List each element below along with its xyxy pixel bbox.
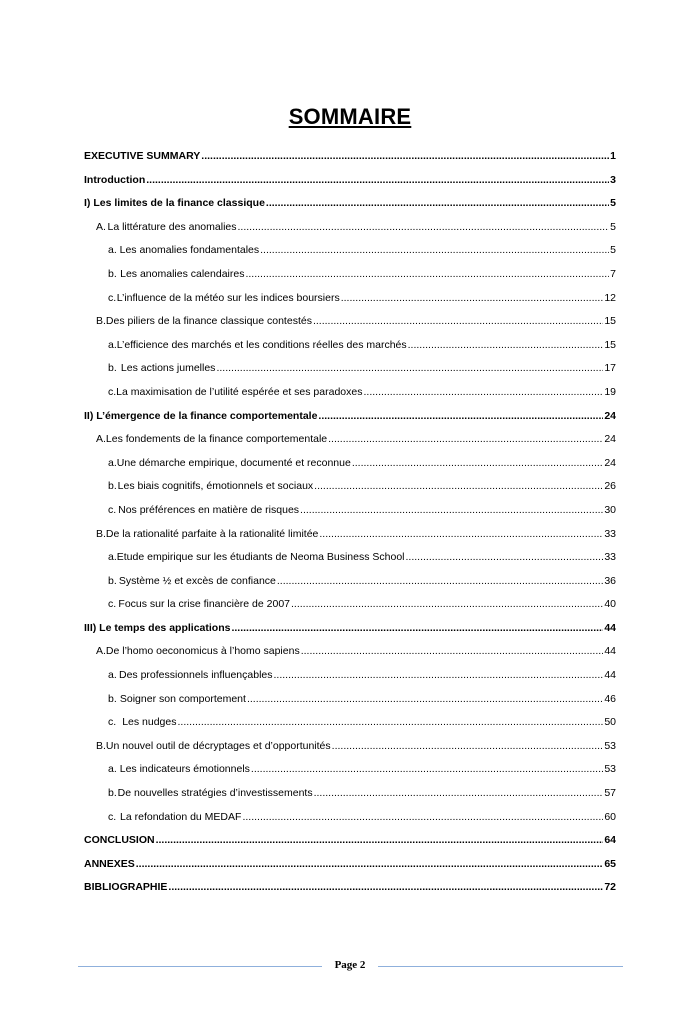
toc-entry-marker: b.: [108, 574, 117, 587]
toc-leader-dots: [363, 384, 603, 400]
toc-leader-dots: [177, 714, 603, 730]
toc-entry-label: Soigner son comportement: [119, 692, 246, 705]
toc-leader-dots: [319, 526, 603, 542]
toc-leader-dots: [201, 148, 609, 164]
toc-entry[interactable]: [84, 146, 616, 170]
toc-entry[interactable]: [84, 736, 616, 760]
toc-leader-dots: [406, 549, 604, 565]
toc-entry-page: 5: [610, 197, 616, 210]
toc-entry[interactable]: [84, 665, 616, 689]
toc-entry-label: CONCLUSION: [84, 834, 155, 847]
toc-entry-page: 30: [604, 503, 616, 516]
toc-leader-dots: [238, 219, 610, 235]
toc-entry-label: Des piliers de la finance classique contestés: [105, 315, 312, 328]
toc-leader-dots: [260, 242, 609, 258]
toc-entry-page: 64: [604, 834, 616, 847]
toc-entry-marker: b.: [108, 267, 117, 280]
toc-entry[interactable]: [84, 382, 616, 406]
toc-leader-dots: [216, 360, 603, 376]
toc-leader-dots: [266, 195, 609, 211]
toc-leader-dots: [341, 290, 604, 306]
toc-entry[interactable]: [84, 830, 616, 854]
toc-leader-dots: [245, 266, 609, 282]
toc-entry-page: 26: [604, 480, 616, 493]
toc-entry-label: Les fondements de la finance comportementale: [105, 433, 328, 446]
toc-leader-dots: [314, 785, 604, 801]
toc-entry[interactable]: [84, 689, 616, 713]
toc-entry-page: 53: [604, 739, 616, 752]
toc-leader-dots: [318, 408, 603, 424]
toc-entry-marker: a.: [108, 669, 117, 682]
toc-entry-label: ANNEXES: [84, 857, 135, 870]
toc-entry-label: Les anomalies fondamentales: [119, 244, 260, 257]
toc-entry-marker: c.: [108, 291, 117, 304]
toc-entry-marker: c.: [108, 716, 117, 729]
toc-entry-page: 3: [610, 173, 616, 186]
toc-entry-label: De l’homo oeconomicus à l’homo sapiens: [105, 645, 300, 658]
toc-leader-dots: [251, 761, 603, 777]
toc-entry-marker: B.: [96, 739, 106, 752]
toc-entry[interactable]: [84, 217, 616, 241]
toc-entry-page: 5: [610, 220, 616, 233]
toc-leader-dots: [247, 691, 603, 707]
toc-entry-label: Un nouvel outil de décryptages et d’opportunités: [105, 739, 331, 752]
toc-entry-label: Nos préférences en matière de risques: [118, 503, 300, 516]
toc-entry-page: 19: [604, 385, 616, 398]
toc-entry-label: La maximisation de l’utilité espérée et ses paradoxes: [116, 385, 363, 398]
toc-leader-dots: [231, 620, 603, 636]
toc-entry[interactable]: [84, 406, 616, 430]
toc-leader-dots: [314, 478, 603, 494]
toc-entry[interactable]: [84, 500, 616, 524]
toc-entry[interactable]: [84, 429, 616, 453]
toc-entry[interactable]: [84, 807, 616, 831]
toc-entry-marker: c.: [108, 385, 117, 398]
toc-entry-label: La refondation du MEDAF: [120, 810, 242, 823]
toc-entry-label: Système ½ et excès de confiance: [118, 574, 276, 587]
toc-entry[interactable]: [84, 641, 616, 665]
toc-entry-page: 44: [604, 621, 616, 634]
toc-entry[interactable]: [84, 547, 616, 571]
toc-entry-page: 44: [604, 669, 616, 682]
toc-entry-page: 40: [604, 598, 616, 611]
toc-entry[interactable]: [84, 288, 616, 312]
toc-entry[interactable]: [84, 170, 616, 194]
toc-entry-marker: b.: [108, 787, 117, 800]
page-title: SOMMAIRE: [288, 104, 412, 129]
toc-entry-page: 72: [604, 881, 616, 894]
toc-entry-marker: A.: [96, 220, 106, 233]
toc-entry[interactable]: [84, 877, 616, 901]
page-number-footer: Page 2: [334, 959, 366, 971]
toc-entry[interactable]: [84, 618, 616, 642]
toc-entry-marker: a.: [108, 456, 117, 469]
toc-entry-page: 60: [604, 810, 616, 823]
toc-entry-label: Introduction: [84, 173, 146, 186]
toc-entry[interactable]: [84, 264, 616, 288]
toc-leader-dots: [146, 172, 609, 188]
toc-entry[interactable]: [84, 335, 616, 359]
toc-entry-page: 24: [604, 409, 616, 422]
toc-entry-label: Une démarche empirique, documenté et reconnue: [116, 456, 351, 469]
toc-leader-dots: [332, 738, 604, 754]
toc-entry-marker: a.: [108, 551, 117, 564]
toc-entry-page: 53: [604, 763, 616, 776]
footer-rule-left: [78, 966, 322, 967]
toc-entry-marker: B.: [96, 527, 106, 540]
toc-entry-page: 65: [604, 857, 616, 870]
toc-entry-label: Etude empirique sur les étudiants de Neoma Business School: [116, 551, 405, 564]
toc-entry-marker: A.: [96, 645, 106, 658]
toc-entry[interactable]: [84, 783, 616, 807]
toc-entry-label: L’efficience des marchés et les conditions réelles des marchés: [116, 338, 407, 351]
toc-entry-page: 24: [604, 433, 616, 446]
toc-leader-dots: [277, 573, 603, 589]
toc-entry-label: BIBLIOGRAPHIE: [84, 881, 168, 894]
toc-entry-label: Les anomalies calendaires: [120, 267, 245, 280]
footer-rule-right: [378, 966, 623, 967]
toc-leader-dots: [352, 455, 603, 471]
toc-entry-label: III) Le temps des applications: [84, 621, 231, 634]
toc-entry-page: 15: [604, 338, 616, 351]
toc-entry-page: 5: [610, 244, 616, 257]
toc-entry-label: De la rationalité parfaite à la rationalité limitée: [105, 527, 319, 540]
toc-entry-label: Des professionnels influençables: [118, 669, 273, 682]
toc-entry-page: 36: [604, 574, 616, 587]
toc-leader-dots: [168, 879, 603, 895]
toc-entry-marker: A.: [96, 433, 106, 446]
toc-entry-marker: a.: [108, 763, 117, 776]
toc-entry-label: Focus sur la crise financière de 2007: [118, 598, 290, 611]
toc-leader-dots: [274, 667, 604, 683]
toc-entry-page: 12: [604, 291, 616, 304]
toc-leader-dots: [242, 809, 603, 825]
toc-leader-dots: [408, 337, 604, 353]
toc-entry-marker: b.: [108, 692, 117, 705]
toc-entry[interactable]: [84, 571, 616, 595]
toc-entry-marker: b.: [108, 362, 117, 375]
toc-leader-dots: [301, 643, 604, 659]
toc-entry-page: 50: [604, 716, 616, 729]
toc-entry-label: I) Les limites de la finance classique: [84, 197, 265, 210]
toc-entry-page: 33: [604, 527, 616, 540]
toc-entry[interactable]: [84, 759, 616, 783]
toc-leader-dots: [136, 856, 604, 872]
toc-entry[interactable]: [84, 193, 616, 217]
toc-entry-marker: B.: [96, 315, 106, 328]
toc-entry[interactable]: [84, 524, 616, 548]
toc-entry-page: 57: [604, 787, 616, 800]
toc-entry[interactable]: [84, 594, 616, 618]
toc-entry-marker: c.: [108, 503, 117, 516]
toc-entry-page: 17: [604, 362, 616, 375]
toc-entry[interactable]: [84, 476, 616, 500]
toc-entry-label: Les nudges: [122, 716, 177, 729]
toc-leader-dots: [156, 832, 604, 848]
toc-entry[interactable]: [84, 358, 616, 382]
table-of-contents: [84, 146, 616, 901]
toc-entry-label: EXECUTIVE SUMMARY: [84, 150, 201, 162]
toc-entry-marker: b.: [108, 480, 117, 493]
toc-entry-label: De nouvelles stratégies d’investissements: [117, 787, 313, 800]
toc-entry-marker: c.: [108, 810, 117, 823]
toc-entry-label: La littérature des anomalies: [107, 220, 237, 233]
toc-leader-dots: [300, 502, 603, 518]
toc-entry-marker: a.: [108, 244, 117, 257]
toc-entry[interactable]: [84, 854, 616, 878]
toc-entry[interactable]: [84, 240, 616, 264]
toc-entry[interactable]: [84, 311, 616, 335]
toc-entry-page: 44: [604, 645, 616, 658]
toc-entry-marker: a.: [108, 338, 117, 351]
toc-entry-label: II) L’émergence de la finance comportementale: [84, 409, 318, 422]
toc-entry-page: 15: [604, 315, 616, 328]
toc-entry-page: 33: [604, 551, 616, 564]
toc-entry-label: Les indicateurs émotionnels: [119, 763, 250, 776]
toc-entry[interactable]: [84, 453, 616, 477]
toc-entry-label: Les biais cognitifs, émotionnels et sociaux: [117, 480, 314, 493]
toc-entry[interactable]: [84, 712, 616, 736]
toc-entry-marker: c.: [108, 598, 117, 611]
toc-leader-dots: [291, 596, 603, 612]
toc-leader-dots: [313, 313, 603, 329]
toc-entry-page: 7: [610, 267, 616, 280]
toc-entry-page: 1: [610, 150, 616, 162]
toc-entry-page: 24: [604, 456, 616, 469]
toc-leader-dots: [328, 431, 603, 447]
toc-entry-page: 46: [604, 692, 616, 705]
toc-entry-label: L’influence de la météo sur les indices boursiers: [116, 291, 340, 304]
toc-entry-label: Les actions jumelles: [120, 362, 216, 375]
